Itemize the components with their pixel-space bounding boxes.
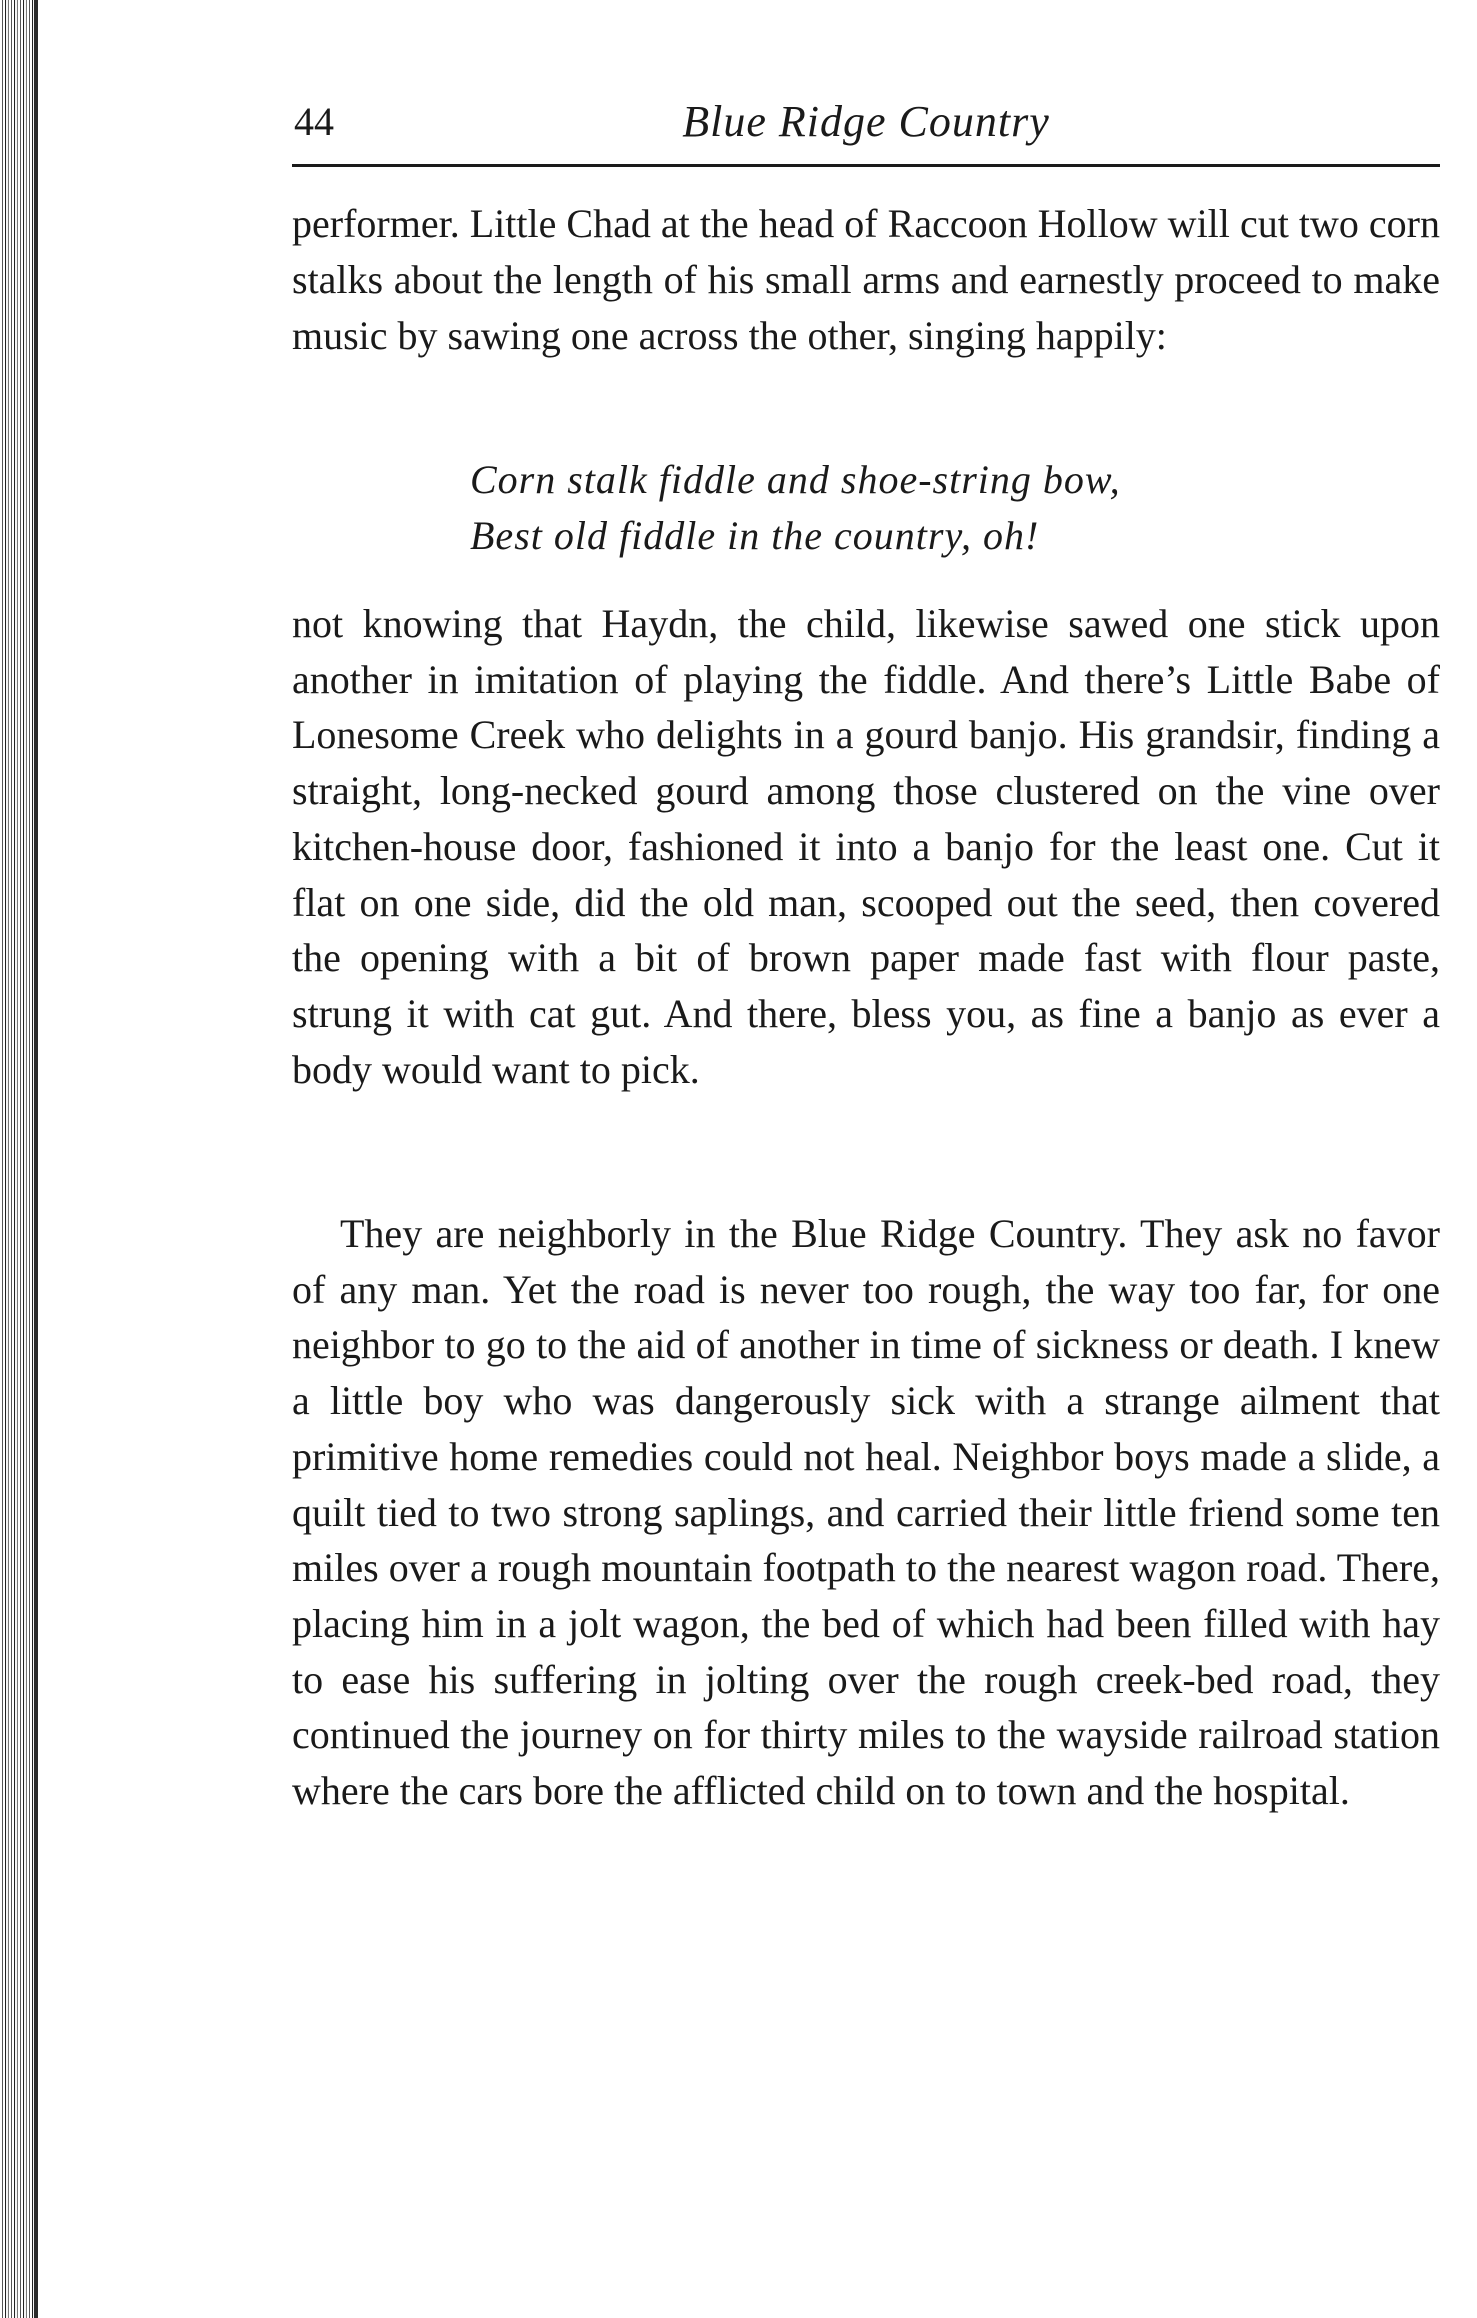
paragraph-3: They are neighborly in the Blue Ridge Country. They ask no favor of any man. Yet the road is never too rough, the way too far, for one neighbor to go to the aid of another in time of sickness or death. I knew a little boy who was dangerously sick with a strange ailment that primitive home remedies could not heal. Neighbor boys made a slide, a quilt tied to two strong saplings, and carried their little friend some ten miles over a rough mountain footpath to the nearest wagon road. There, placing him in a jolt wagon, the bed of which had been filled with hay to ease his suffering in jolting over the rough creek-bed road, they continued the journey on for thirty miles to the wayside railroad station where the cars bore the afflicted child on to town and the hospital.: [292, 1211, 1440, 1814]
text-block-2: [292, 596, 1440, 1097]
page-number: 44: [294, 99, 334, 144]
paragraph-2: not knowing that Haydn, the child, likewise sawed one stick upon another in imitation of playing the fiddle. And there’s Little Babe of Lonesome Creek who delights in a gourd banjo. His grandsir, finding a straight, long-necked gourd among those clustered on the vine over kitchen-house door, fashioned it into a banjo for the least one. Cut it flat on one side, did the old man, scooped out the seed, then covered the opening with a bit of brown paper made fast with flour paste, strung it with cat gut. And there, bless you, as fine a banjo as ever a body would want to pick.: [292, 601, 1440, 1092]
page-header: [294, 94, 1438, 150]
verse-line-1: Corn stalk fiddle and shoe-string bow,: [470, 457, 1121, 502]
header-rule: [292, 164, 1440, 167]
verse-line-2: Best old fiddle in the country, oh!: [470, 513, 1040, 558]
running-title: Blue Ridge Country: [682, 97, 1050, 146]
book-spine-edge: [0, 0, 36, 2318]
text-block-1: [292, 196, 1440, 364]
spine-shadow: [34, 0, 38, 2318]
paragraph-1: performer. Little Chad at the head of Raccoon Hollow will cut two corn stalks about the length of his small arms and earnestly proceed to make music by sawing one across the other, singing happily:: [292, 201, 1440, 358]
verse: [470, 452, 1370, 564]
text-block-3: [292, 1206, 1440, 1819]
